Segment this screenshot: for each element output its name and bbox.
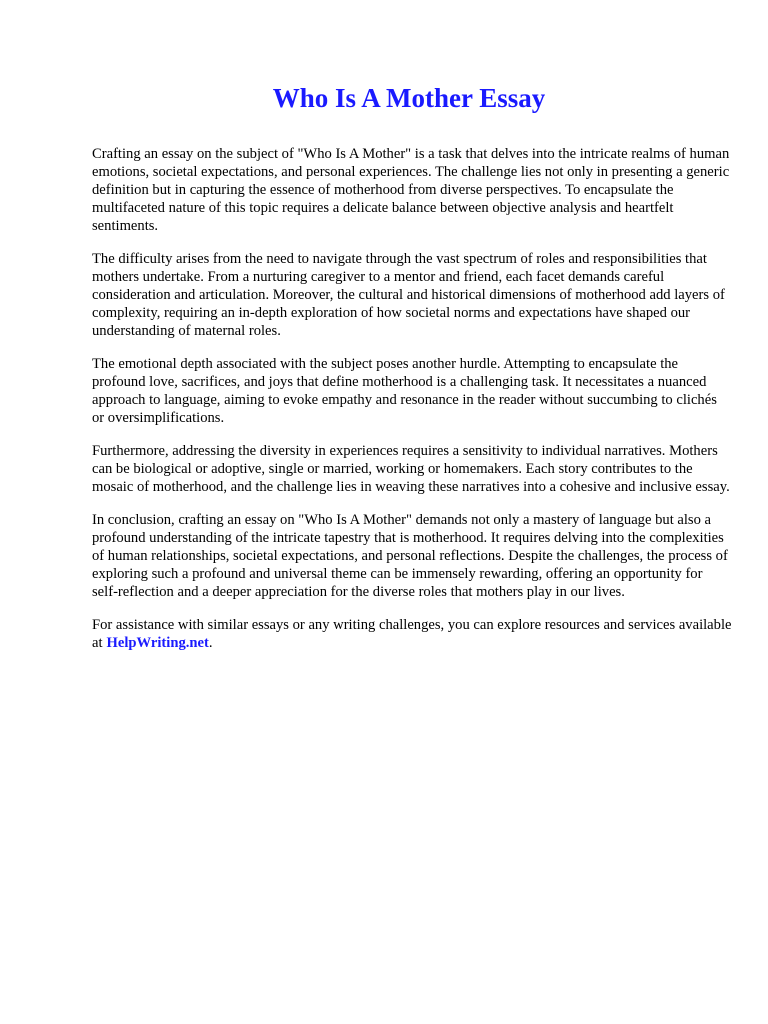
essay-body <box>92 145 732 667</box>
paragraph-diversity: Furthermore, addressing the diversity in experiences requires a sensitivity to individual narratives. Mothers can be biological or adoptive, single or married, working or homemakers. Each story contributes to the mosaic of motherhood, and the challenge lies in weaving these narratives into a cohesive and inclusive essay. <box>92 443 730 495</box>
paragraph-intro: Crafting an essay on the subject of "Who Is A Mother" is a task that delves into the intricate realms of human emotions, societal expectations, and personal experiences. The challenge lies not only in presenting a generic definition but in capturing the essence of motherhood from diverse perspectives. To encapsulate the multifaceted nature of this topic requires a delicate balance between objective analysis and heartfelt sentiments. <box>92 146 730 234</box>
paragraph-conclusion: In conclusion, crafting an essay on "Who Is A Mother" demands not only a mastery of language but also a profound understanding of the intricate tapestry that is motherhood. It requires delving into the complexities of human relationships, societal expectations, and personal reflections. Despite the challenges, the process of exploring such a profound and universal theme can be immensely rewarding, offering an opportunity for self-reflection and a deeper appreciation for the diverse roles that mothers play in our lives. <box>92 512 728 600</box>
closing-text: For assistance with similar essays or any writing challenges, you can explore resources and services available at <box>92 617 732 651</box>
paragraph-emotional-depth: The emotional depth associated with the subject poses another hurdle. Attempting to encapsulate the profound love, sacrifices, and joys that define motherhood is a challenging task. It necessitates a nuanced approach to language, aiming to evoke empathy and resonance in the reader without succumbing to clichés or oversimplifications. <box>92 356 717 426</box>
paragraph-roles: The difficulty arises from the need to navigate through the vast spectrum of roles and responsibilities that mothers undertake. From a nurturing caregiver to a mentor and friend, each facet demands careful consideration and articulation. Moreover, the cultural and historical dimensions of motherhood add layers of complexity, requiring an in-depth exploration of how societal norms and expectations have shaped our understanding of maternal roles. <box>92 251 725 339</box>
closing-period: . <box>208 635 213 651</box>
helpwriting-link[interactable]: HelpWriting.net <box>106 635 209 651</box>
paragraph-closing <box>92 616 732 652</box>
page-title: Who Is A Mother Essay <box>272 83 546 113</box>
